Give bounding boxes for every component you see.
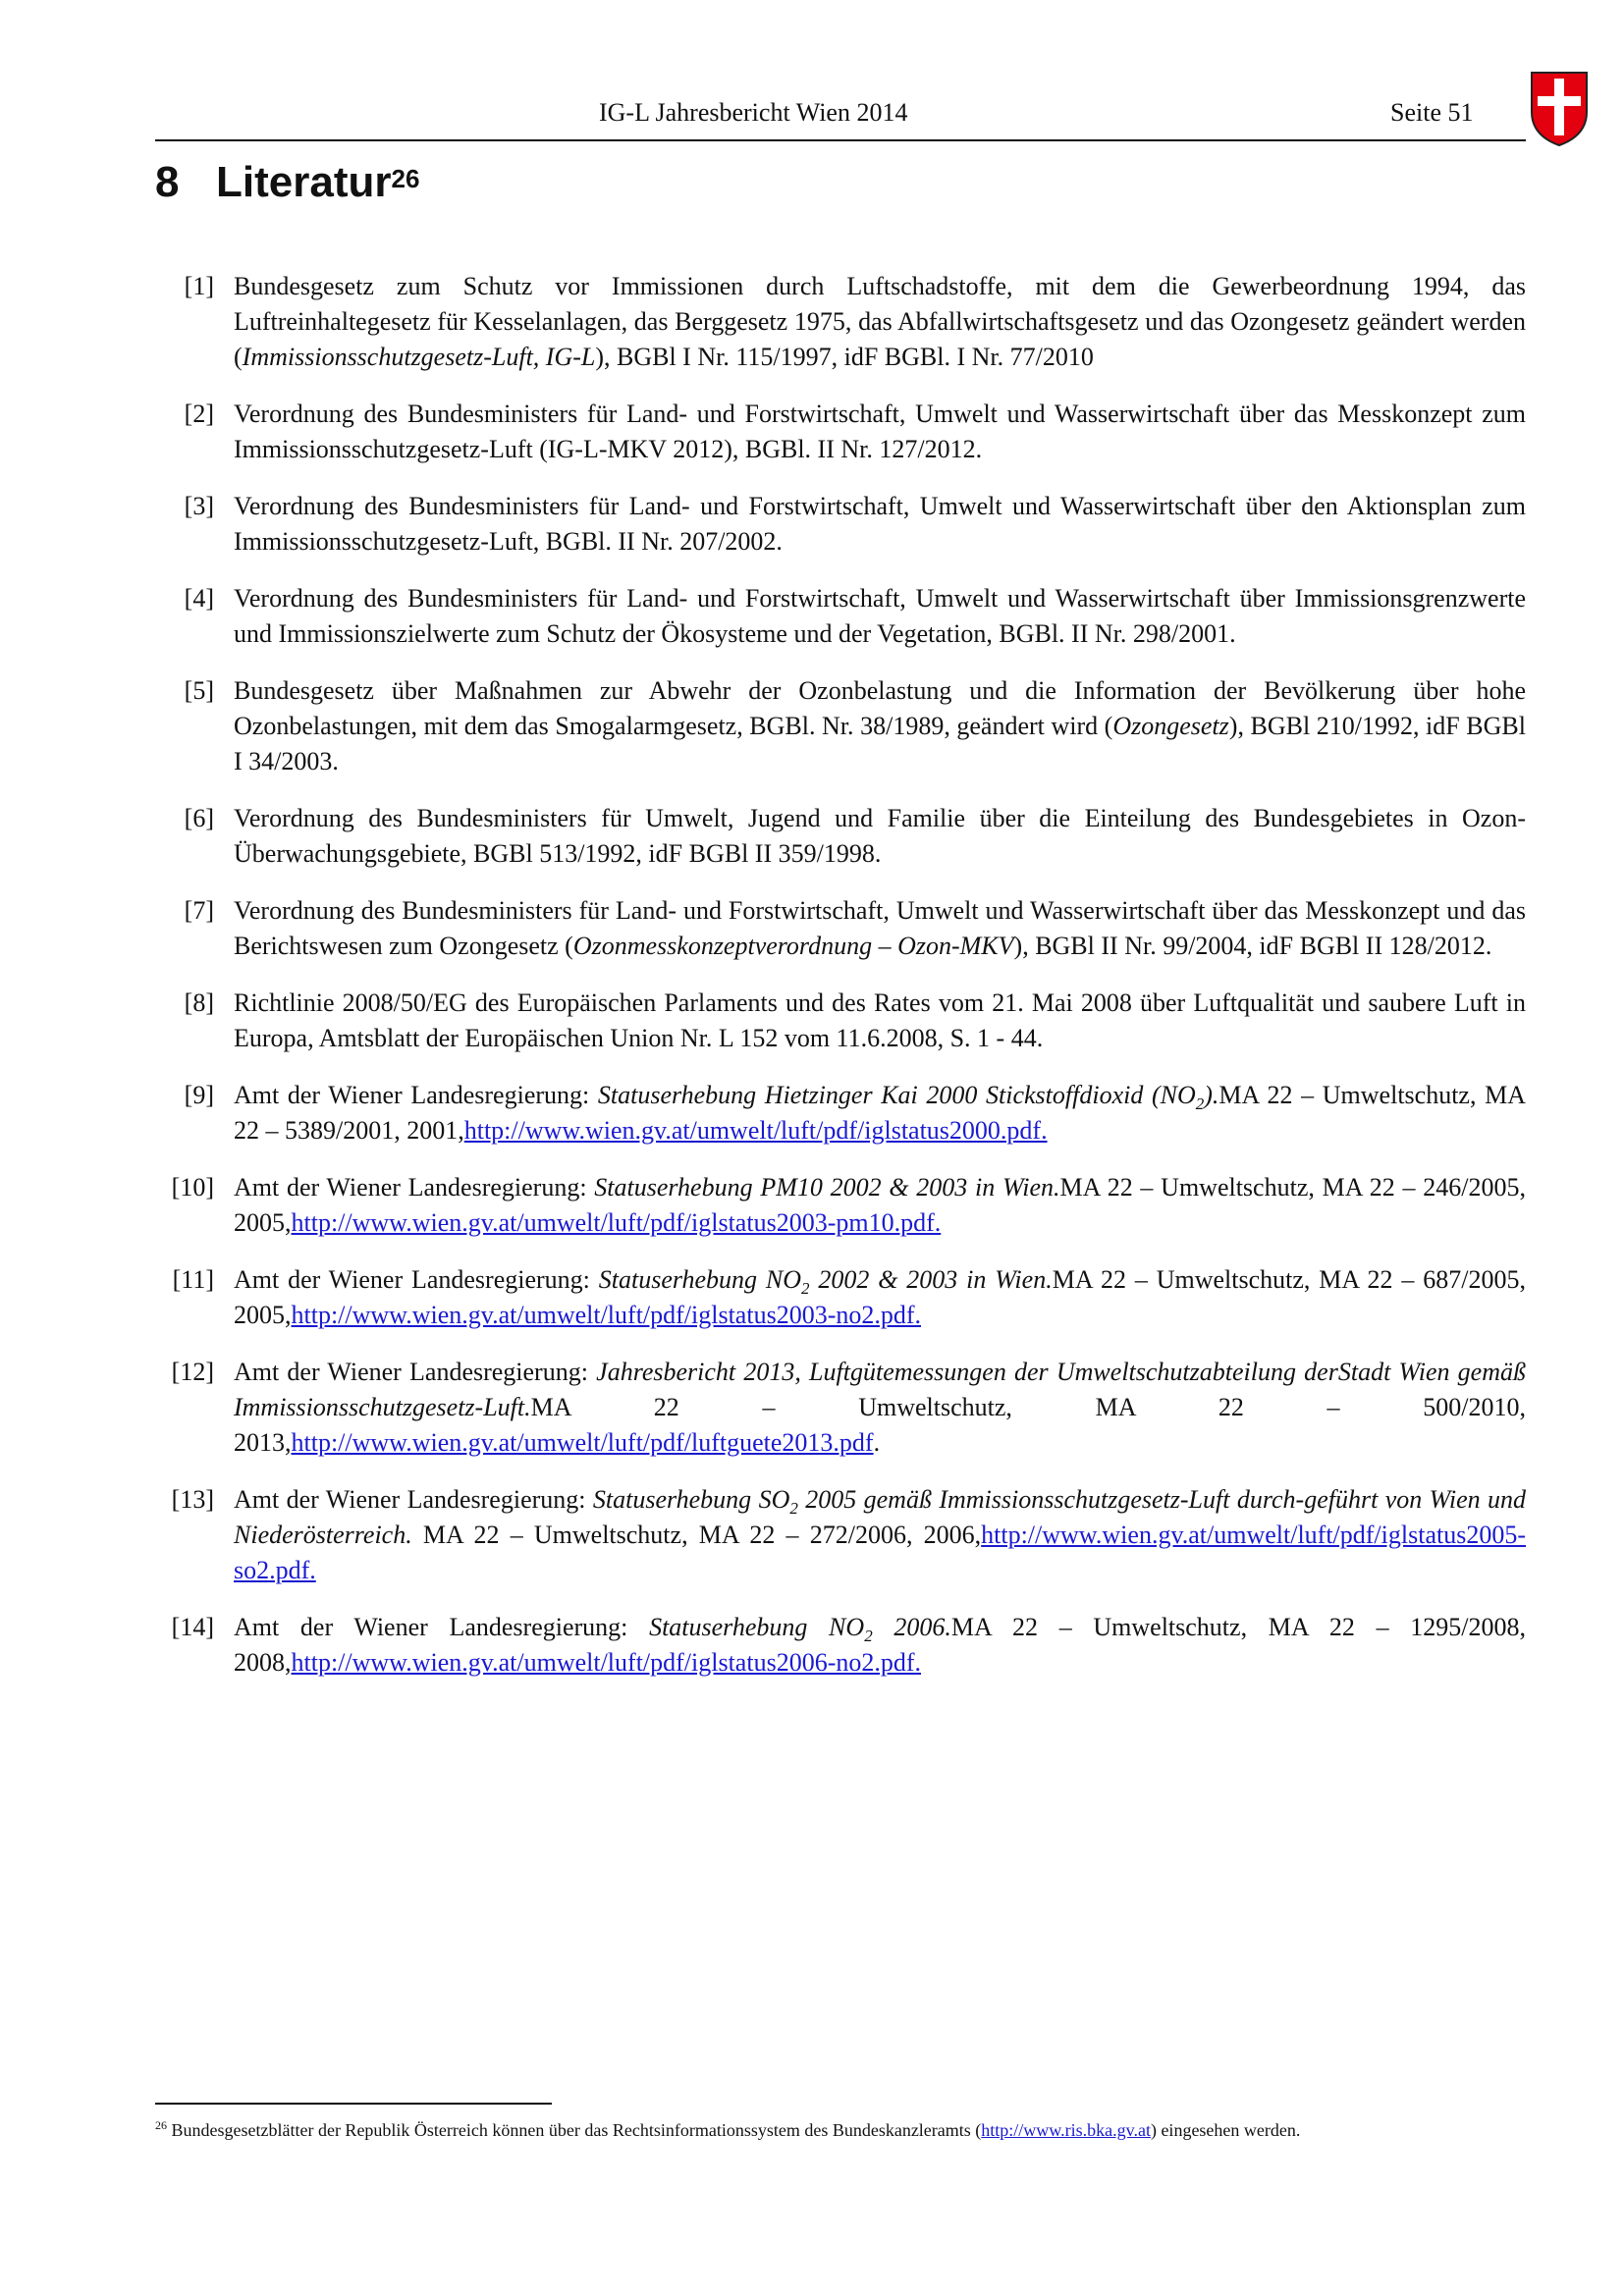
reference-title-italic: Statuserhebung NO xyxy=(649,1613,865,1641)
reference-line xyxy=(234,1358,1338,1386)
reference-item xyxy=(155,581,1526,652)
reference-line xyxy=(234,1081,1219,1114)
subscript: 2 xyxy=(1195,1095,1205,1114)
reference-title-italic: ). xyxy=(1204,1081,1219,1109)
header-divider xyxy=(155,139,1526,141)
reference-body xyxy=(234,1482,1526,1588)
reference-body xyxy=(234,893,1526,964)
reference-label: [5] xyxy=(184,676,214,705)
reference-item xyxy=(155,986,1526,1056)
footnote-text-before: Bundesgesetzblätter der Republik Österreich können über das Rechtsinformationssystem des Bundeskanzleramts ( xyxy=(167,2120,982,2140)
reference-text: Amt der Wiener Landesregierung: xyxy=(234,1265,599,1294)
reference-line xyxy=(234,1485,1305,1519)
reference-body xyxy=(234,269,1526,375)
reference-line xyxy=(464,1116,1048,1145)
reference-label: [4] xyxy=(184,584,214,613)
reference-label: [6] xyxy=(184,804,214,832)
chapter-heading xyxy=(155,155,419,210)
reference-body xyxy=(234,489,1526,560)
reference-text: MA 22 – Umweltschutz, MA 22 – 500/2010, 2013, xyxy=(234,1393,1526,1457)
reference-item xyxy=(155,1610,1526,1681)
subscript: 2 xyxy=(801,1279,810,1299)
reference-item xyxy=(155,489,1526,560)
reference-text: Verordnung des Bundesministers für Land- und Forstwirtschaft, Umwelt und Wasserwirtschaft über Immissionsgrenzwerte und Immissionszielwerte zum Schutz der Ökosysteme und der Vegetation, BGBl. II Nr. 298/2001. xyxy=(234,584,1526,648)
chapter-number: 8 xyxy=(155,158,180,206)
reference-link[interactable]: http://www.wien.gv.at/umwelt/luft/pdf/iglstatus2006-no2.pdf. xyxy=(291,1648,922,1677)
reference-body xyxy=(234,1355,1526,1461)
reference-title-italic: Statuserhebung PM10 2002 & 2003 in Wien. xyxy=(594,1173,1060,1201)
reference-text: Amt der Wiener Landesregierung: xyxy=(234,1173,595,1201)
reference-item xyxy=(155,1262,1526,1333)
reference-item xyxy=(155,269,1526,375)
reference-title-italic: Statuserhebung SO xyxy=(592,1485,790,1514)
reference-body xyxy=(234,397,1526,467)
reference-body xyxy=(234,1078,1526,1148)
subscript: 2 xyxy=(864,1627,873,1646)
reference-label: [2] xyxy=(184,400,214,428)
reference-text: Verordnung des Bundesministers für Land- und Forstwirtschaft, Umwelt und Wasserwirtschaft über das Messkonzept zum Immissionsschutzgesetz-Luft (IG-L-MKV 2012), BGBl. II Nr. 127/2012. xyxy=(234,400,1526,463)
reference-label: [7] xyxy=(184,896,214,925)
footnote-text-after: ) eingesehen werden. xyxy=(1150,2120,1301,2140)
reference-body xyxy=(234,986,1526,1056)
reference-text: Amt der Wiener Landesregierung: xyxy=(234,1081,598,1109)
reference-item xyxy=(155,1078,1526,1148)
reference-title-italic: Stadt Wien gemäß Immissionsschutzgesetz-Luft. xyxy=(234,1358,1526,1421)
reference-label: [1] xyxy=(184,272,214,300)
reference-body xyxy=(234,1610,1526,1681)
reference-body xyxy=(234,673,1526,779)
reference-text: Amt der Wiener Landesregierung: xyxy=(234,1358,597,1386)
reference-text: ), BGBl 210/1992, idF BGBl I 34/2003. xyxy=(234,712,1526,775)
reference-item xyxy=(155,673,1526,779)
reference-text: MA 22 – Umweltschutz, MA 22 – 687/2005, 2005, xyxy=(234,1265,1526,1329)
reference-label: [14] xyxy=(171,1613,214,1641)
footnote-link[interactable]: http://www.ris.bka.gv.at xyxy=(981,2120,1151,2140)
reference-text: MA 22 – Umweltschutz, MA 22 – 272/2006, 2006, xyxy=(411,1521,982,1549)
reference-text: MA 22 – Umweltschutz, MA 22 – 5389/2001, 2001, xyxy=(234,1081,1526,1145)
reference-item xyxy=(155,1355,1526,1461)
reference-line xyxy=(292,1428,881,1457)
reference-item xyxy=(155,801,1526,872)
reference-item xyxy=(155,1170,1526,1241)
reference-title-italic: Ozongesetz xyxy=(1112,712,1229,740)
reference-text: ), BGBl II Nr. 99/2004, idF BGBl II 128/2012. xyxy=(1013,932,1492,960)
reference-item xyxy=(155,397,1526,467)
reference-link[interactable]: http://www.wien.gv.at/umwelt/luft/pdf/iglstatus2000.pdf. xyxy=(463,1116,1048,1145)
reference-text: Verordnung des Bundesministers für Land- und Forstwirtschaft, Umwelt und Wasserwirtschaft über den Aktionsplan zum Immissionsschutzgesetz-Luft, BGBl. II Nr. 207/2002. xyxy=(234,492,1526,556)
reference-title-italic: 2006. xyxy=(872,1613,951,1641)
reference-line xyxy=(234,1173,1060,1201)
reference-label: [10] xyxy=(171,1173,214,1201)
reference-label: [11] xyxy=(172,1265,214,1294)
footnote xyxy=(155,2112,1526,2143)
reference-link[interactable]: http://www.wien.gv.at/umwelt/luft/pdf/iglstatus2005-so2.pdf. xyxy=(234,1521,1526,1584)
reference-text: MA 22 – Umweltschutz, MA 22 – 1295/2008, 2008, xyxy=(234,1613,1526,1677)
reference-body xyxy=(234,1262,1526,1333)
reference-line xyxy=(234,1265,1053,1299)
reference-link[interactable]: http://www.wien.gv.at/umwelt/luft/pdf/iglstatus2003-pm10.pdf. xyxy=(291,1208,942,1237)
reference-text: Richtlinie 2008/50/EG des Europäischen Parlaments und des Rates vom 21. Mai 2008 über Luftqualität und saubere Luft in Europa, Amtsblatt der Europäischen Union Nr. L 152 vom 11.6.2008, S. 1 - 44. xyxy=(234,988,1526,1052)
reference-text: MA 22 – Umweltschutz, MA 22 – 246/2005, 2005, xyxy=(234,1173,1526,1237)
reference-title-italic: Jahresbericht 2013, Luftgütemessungen der Umweltschutzabteilung der xyxy=(596,1358,1338,1386)
reference-text: Verordnung des Bundesministers für Umwelt, Jugend und Familie über die Einteilung des Bundesgebietes in Ozon-Überwachungsgebiete, BGBl 513/1992, idF BGBl II 359/1998. xyxy=(234,804,1526,868)
reference-item xyxy=(155,1482,1526,1588)
page-number: Seite 51 xyxy=(1390,98,1474,127)
reference-title-italic: geführt von Wien und Niederösterreich. xyxy=(234,1485,1526,1549)
reference-text: Amt der Wiener Landesregierung: xyxy=(234,1485,593,1514)
reference-title-italic: 2002 & 2003 in Wien. xyxy=(809,1265,1053,1294)
reference-item xyxy=(155,893,1526,964)
reference-text: ), BGBl I Nr. 115/1997, idF BGBl. I Nr. 77/2010 xyxy=(595,343,1094,371)
reference-link[interactable]: http://www.wien.gv.at/umwelt/luft/pdf/luftguete2013.pdf xyxy=(291,1428,874,1457)
reference-text: Bundesgesetz zum Schutz vor Immissionen durch Luftschadstoffe, mit dem die Gewerbeordnung 1994, das Luftreinhaltegesetz für Kesselanlagen, das Berggesetz 1975, das Abfallwirtschaftsgesetz und das Ozongesetz geändert werden ( xyxy=(234,272,1526,371)
chapter-title: Literatur xyxy=(216,158,392,206)
reference-title-italic: Ozonmesskonzeptverordnung – Ozon-MKV xyxy=(572,932,1014,960)
chapter-footnote-mark: 26 xyxy=(391,164,420,193)
reference-title-italic: 2005 gemäß Immissionsschutzgesetz-Luft durch- xyxy=(797,1485,1305,1514)
reference-label: [12] xyxy=(171,1358,214,1386)
footnote-mark: 26 xyxy=(155,2118,167,2132)
reference-line xyxy=(234,1613,951,1646)
reference-title-italic: Statuserhebung Hietzinger Kai 2000 Stickstoffdioxid (NO xyxy=(597,1081,1196,1109)
reference-body xyxy=(234,1170,1526,1241)
reference-text: Verordnung des Bundesministers für Land- und Forstwirtschaft, Umwelt und Wasserwirtschaft über das Messkonzept und das Berichtswesen zum Ozongesetz ( xyxy=(234,896,1526,960)
reference-title-italic: Statuserhebung NO xyxy=(598,1265,802,1294)
reference-text: . xyxy=(873,1428,881,1457)
reference-body xyxy=(234,581,1526,652)
reference-line xyxy=(292,1208,942,1237)
reference-label: [9] xyxy=(184,1081,214,1109)
reference-label: [8] xyxy=(184,988,214,1017)
vienna-coat-of-arms-icon xyxy=(1530,69,1589,147)
reference-link[interactable]: http://www.wien.gv.at/umwelt/luft/pdf/iglstatus2003-no2.pdf. xyxy=(291,1301,922,1329)
reference-text: Bundesgesetz über Maßnahmen zur Abwehr der Ozonbelastung und die Information der Bevölkerung über hohe Ozonbelastungen, mit dem das Smogalarmgesetz, BGBl. Nr. 38/1989, geändert wird ( xyxy=(234,676,1526,740)
reference-body xyxy=(234,801,1526,872)
reference-title-italic: Immissionsschutzgesetz-Luft, IG-L xyxy=(242,343,596,371)
reference-label: [13] xyxy=(171,1485,214,1514)
reference-text: Amt der Wiener Landesregierung: xyxy=(234,1613,650,1641)
reference-label: [3] xyxy=(184,492,214,520)
subscript: 2 xyxy=(789,1499,798,1519)
footnote-divider xyxy=(155,2103,552,2105)
reference-line xyxy=(292,1648,922,1677)
reference-list xyxy=(155,269,1526,1702)
running-header-title: IG-L Jahresbericht Wien 2014 xyxy=(599,98,908,127)
reference-line xyxy=(292,1301,922,1329)
